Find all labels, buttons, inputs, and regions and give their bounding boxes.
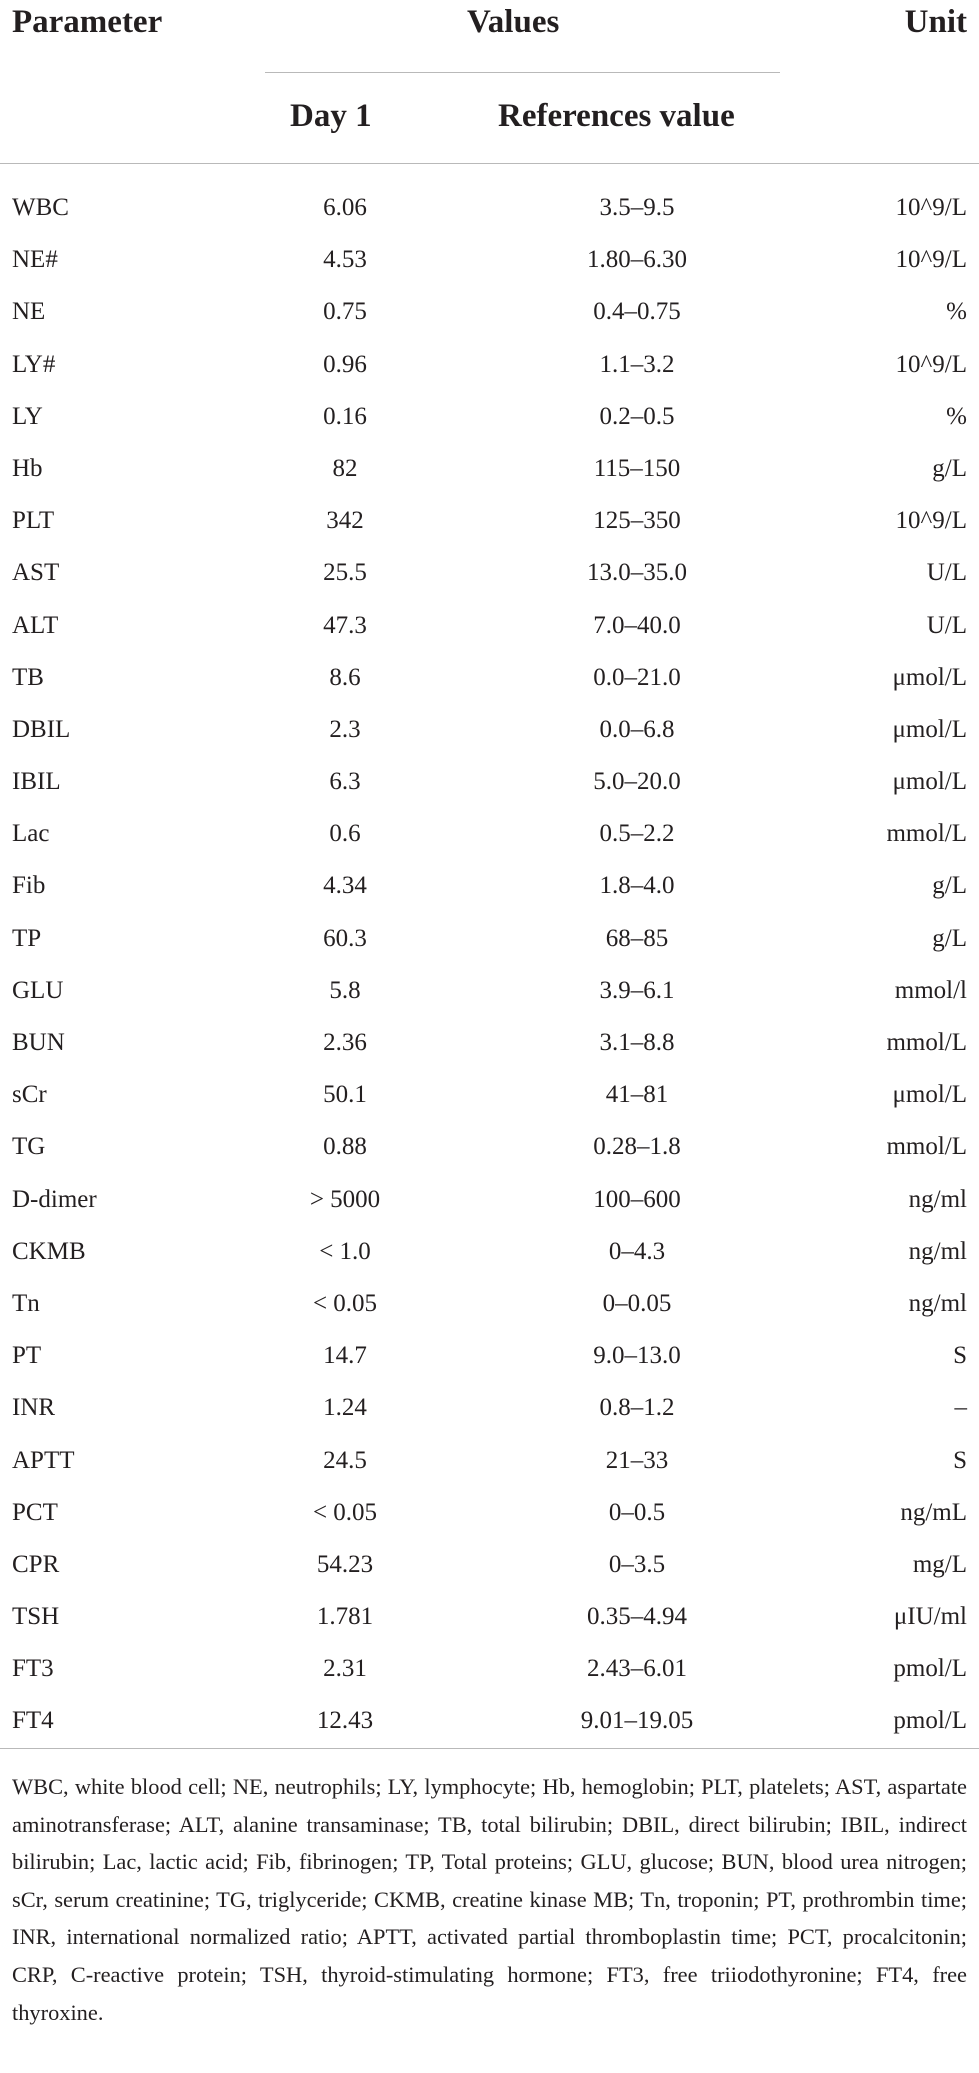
day1-cell: 2.36 <box>323 1029 367 1056</box>
table-footnote: WBC, white blood cell; NE, neutrophils; LY, lymphocyte; Hb, hemoglobin; PLT, platelets; AST, aspartate aminotransferase; ALT, alanine transaminase; TB, total bilirubin; DBIL, direct bilirubin; IBIL, indirect bilirubin; Lac, lactic acid; Fib, fibrinogen; TP, Total proteins; GLU, glucose; BUN, blood urea nitrogen; sCr, serum creatinine; TG, triglyceride; CKMB, creatine kinase MB; Tn, troponin; PT, prothrombin time; INR, international normalized ratio; APTT, activated partial thromboplastin time; PCT, procalcitonin; CRP, C-reactive protein; TSH, thyroid-stimulating hormone; FT3, free triiodothyronine; FT4, free thyroxine. <box>12 1774 967 2025</box>
unit-cell: ng/mL <box>900 1498 967 1526</box>
table-row <box>0 1123 979 1175</box>
reference-cell: 0.35–4.94 <box>587 1603 687 1631</box>
table-row <box>0 1280 979 1332</box>
day1-cell: 0.16 <box>323 402 367 430</box>
reference-cell: 115–150 <box>593 454 681 482</box>
parameter-cell: Hb <box>12 454 43 482</box>
table-row <box>0 1437 979 1489</box>
table-row <box>0 1489 979 1541</box>
unit-cell: ng/ml <box>908 1237 967 1265</box>
unit-cell: % <box>946 402 967 430</box>
parameter-cell: CPR <box>12 1550 60 1578</box>
parameter-cell: TP <box>12 924 42 952</box>
day1-cell: 4.34 <box>323 872 367 900</box>
unit-cell: μmol/L <box>892 715 967 743</box>
parameter-cell: GLU <box>12 976 64 1004</box>
parameter-cell: LY <box>12 402 43 430</box>
table-row <box>0 1384 979 1436</box>
parameter-cell: DBIL <box>12 715 71 743</box>
table-row <box>0 915 979 967</box>
table-row <box>0 1332 979 1384</box>
day1-cell: 24.5 <box>323 1446 367 1474</box>
day1-cell: 60.3 <box>323 924 367 952</box>
reference-cell: 0.4–0.75 <box>593 298 681 326</box>
table-row <box>0 1645 979 1697</box>
parameter-cell: LY# <box>12 350 56 378</box>
reference-cell: 0.0–21.0 <box>593 663 681 691</box>
day1-cell: 1.781 <box>316 1603 374 1631</box>
table-row <box>0 810 979 862</box>
unit-cell: 10^9/L <box>895 194 967 221</box>
reference-cell: 13.0–35.0 <box>587 559 687 587</box>
parameter-cell: Tn <box>12 1289 40 1317</box>
reference-cell: 21–33 <box>605 1446 669 1474</box>
reference-cell: 0.8–1.2 <box>599 1394 675 1422</box>
table-row <box>0 1541 979 1593</box>
parameter-cell: TSH <box>12 1603 60 1631</box>
reference-cell: 3.9–6.1 <box>599 976 675 1004</box>
parameter-cell: PT <box>12 1342 42 1370</box>
parameter-cell: NE# <box>12 246 58 274</box>
header-day1: Day 1 <box>290 98 372 134</box>
reference-cell: 0.28–1.8 <box>593 1133 681 1161</box>
parameter-cell: sCr <box>12 1081 47 1109</box>
reference-cell: 2.43–6.01 <box>587 1655 687 1683</box>
reference-cell: 1.1–3.2 <box>599 350 675 378</box>
parameter-cell: FT4 <box>12 1707 54 1735</box>
day1-cell: 2.3 <box>329 715 361 743</box>
parameter-cell: D-dimer <box>12 1185 97 1213</box>
unit-cell: U/L <box>926 611 967 639</box>
reference-cell: 100–600 <box>593 1185 681 1213</box>
reference-cell: 68–85 <box>605 924 669 952</box>
parameter-cell: FT3 <box>12 1655 54 1683</box>
reference-cell: 3.5–9.5 <box>599 194 675 221</box>
unit-cell: g/L <box>932 872 967 900</box>
unit-cell: mg/L <box>912 1550 967 1578</box>
parameter-cell: APTT <box>12 1446 75 1474</box>
unit-cell: μIU/ml <box>893 1603 967 1631</box>
values-header-rule <box>265 72 780 73</box>
unit-cell: – <box>954 1394 967 1422</box>
parameter-cell: WBC <box>12 194 69 221</box>
reference-cell: 1.80–6.30 <box>587 246 687 274</box>
reference-cell: 0.0–6.8 <box>599 715 675 743</box>
reference-cell: 0.5–2.2 <box>599 820 675 848</box>
unit-cell: 10^9/L <box>895 246 967 274</box>
reference-cell: 9.0–13.0 <box>593 1342 681 1370</box>
table-row <box>0 549 979 601</box>
table-row <box>0 445 979 497</box>
reference-cell: 1.8–4.0 <box>599 872 675 900</box>
table-row <box>0 1176 979 1228</box>
table-row <box>0 654 979 706</box>
unit-cell: μmol/L <box>892 1081 967 1109</box>
parameter-cell: BUN <box>12 1029 65 1056</box>
unit-cell: mmol/L <box>886 1133 967 1161</box>
table-row <box>0 602 979 654</box>
parameter-cell: INR <box>12 1394 56 1422</box>
reference-cell: 0–3.5 <box>608 1550 666 1578</box>
day1-cell: 6.06 <box>323 194 367 221</box>
table-row <box>0 393 979 445</box>
day1-cell: 342 <box>326 507 364 535</box>
parameter-cell: TB <box>12 663 44 691</box>
day1-cell: < 0.05 <box>312 1289 378 1317</box>
header-bottom-rule <box>0 163 979 164</box>
day1-cell: 14.7 <box>323 1342 367 1370</box>
parameter-cell: Lac <box>12 820 50 848</box>
day1-cell: 5.8 <box>329 976 361 1004</box>
table-row <box>0 341 979 393</box>
day1-cell: 12.43 <box>316 1707 374 1735</box>
parameter-cell: PLT <box>12 507 55 535</box>
reference-cell: 0–4.3 <box>608 1237 666 1265</box>
day1-cell: 47.3 <box>323 611 367 639</box>
parameter-cell: CKMB <box>12 1237 86 1265</box>
header-unit: Unit <box>904 4 967 40</box>
table-row <box>0 1019 979 1071</box>
unit-cell: pmol/L <box>893 1655 967 1683</box>
reference-cell: 0.2–0.5 <box>599 402 675 430</box>
parameter-cell: PCT <box>12 1498 58 1526</box>
day1-cell: 6.3 <box>329 768 361 796</box>
reference-cell: 9.01–19.05 <box>580 1707 694 1735</box>
unit-cell: μmol/L <box>892 663 967 691</box>
reference-cell: 0–0.5 <box>608 1498 666 1526</box>
table-row <box>0 288 979 340</box>
day1-cell: 8.6 <box>329 663 361 691</box>
parameter-cell: IBIL <box>12 768 61 796</box>
day1-cell: 0.6 <box>329 820 361 848</box>
parameter-cell: Fib <box>12 872 46 900</box>
day1-cell: 82 <box>332 454 358 482</box>
unit-cell: μmol/L <box>892 768 967 796</box>
unit-cell: 10^9/L <box>895 350 967 378</box>
reference-cell: 125–350 <box>593 507 681 535</box>
day1-cell: 4.53 <box>323 246 367 274</box>
day1-cell: 0.96 <box>323 350 367 378</box>
reference-cell: 0–0.05 <box>602 1289 672 1317</box>
day1-cell: 1.24 <box>323 1394 367 1422</box>
day1-cell: 0.75 <box>323 298 367 326</box>
table-row <box>0 862 979 914</box>
parameter-cell: NE <box>12 298 46 326</box>
table-row <box>0 1593 979 1645</box>
table-bottom-rule <box>0 1748 979 1749</box>
unit-cell: mmol/L <box>886 820 967 848</box>
unit-cell: S <box>953 1446 967 1474</box>
day1-cell: > 5000 <box>309 1185 381 1213</box>
unit-cell: S <box>953 1342 967 1370</box>
reference-cell: 5.0–20.0 <box>593 768 681 796</box>
table-row <box>0 1071 979 1123</box>
unit-cell: mmol/L <box>886 1029 967 1056</box>
unit-cell: mmol/l <box>894 976 967 1004</box>
table-row <box>0 236 979 288</box>
table-row <box>0 1228 979 1280</box>
table-row <box>0 1697 979 1749</box>
table-row <box>0 497 979 549</box>
header-parameter: Parameter <box>12 4 163 40</box>
reference-cell: 7.0–40.0 <box>593 611 681 639</box>
unit-cell: pmol/L <box>893 1707 967 1735</box>
unit-cell: g/L <box>932 924 967 952</box>
parameter-cell: ALT <box>12 611 59 639</box>
table-row <box>0 184 979 236</box>
unit-cell: U/L <box>926 559 967 587</box>
table-body <box>0 184 979 1750</box>
unit-cell: % <box>946 298 967 326</box>
unit-cell: ng/ml <box>908 1185 967 1213</box>
parameter-cell: TG <box>12 1133 46 1161</box>
unit-cell: 10^9/L <box>895 507 967 535</box>
header-values: Values <box>467 4 560 40</box>
reference-cell: 41–81 <box>605 1081 669 1109</box>
day1-cell: 50.1 <box>323 1081 367 1109</box>
parameter-cell: AST <box>12 559 60 587</box>
unit-cell: ng/ml <box>908 1289 967 1317</box>
table-row <box>0 967 979 1019</box>
table-row <box>0 758 979 810</box>
table-row <box>0 706 979 758</box>
unit-cell: g/L <box>932 454 967 482</box>
day1-cell: < 0.05 <box>312 1498 378 1526</box>
day1-cell: 25.5 <box>323 559 367 587</box>
reference-cell: 3.1–8.8 <box>599 1029 675 1056</box>
day1-cell: 54.23 <box>316 1550 374 1578</box>
header-reference-value: References value <box>498 98 735 134</box>
day1-cell: 0.88 <box>323 1133 367 1161</box>
day1-cell: < 1.0 <box>319 1237 371 1265</box>
day1-cell: 2.31 <box>323 1655 367 1683</box>
